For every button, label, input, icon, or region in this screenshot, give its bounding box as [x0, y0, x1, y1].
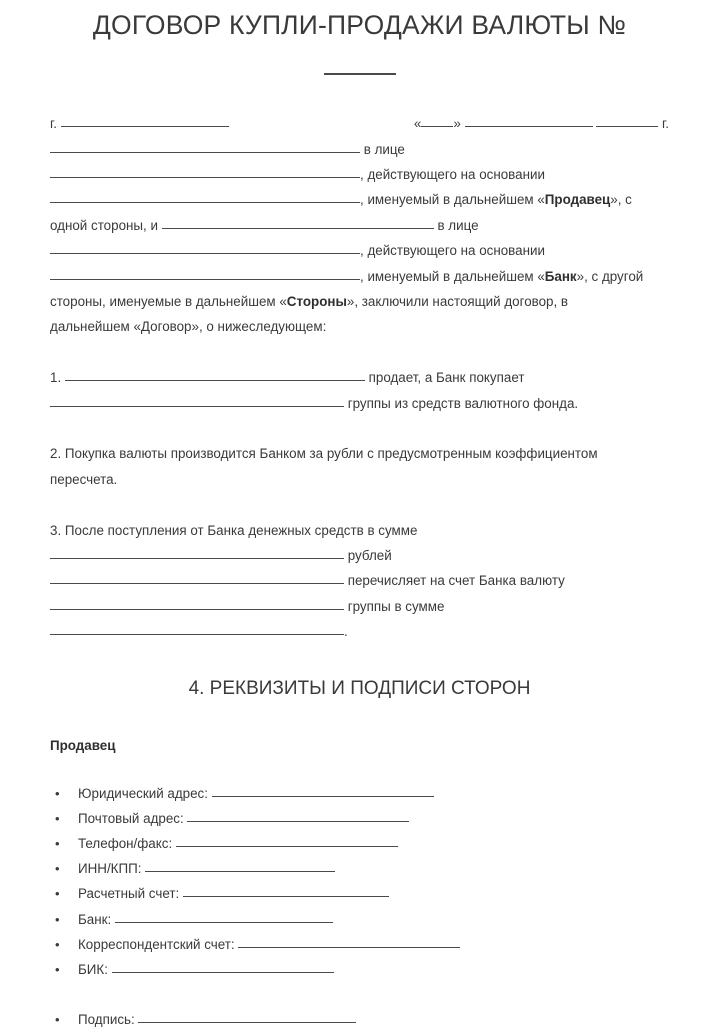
clause-1-line-1 — [50, 365, 669, 390]
requisites-section-heading: 4. РЕКВИЗИТЫ И ПОДПИСИ СТОРОН — [188, 678, 531, 700]
requisites-list — [0, 781, 719, 1033]
title-underline-blank — [0, 65, 719, 83]
bank-rep-line — [50, 238, 669, 263]
clause-2-number: 2. — [50, 446, 62, 462]
requisite-blank[interactable] — [112, 960, 334, 973]
bullet-icon: • — [55, 911, 60, 927]
bank-rep-blank[interactable] — [50, 241, 360, 254]
quote-open: « — [413, 116, 422, 132]
bullet-icon: • — [55, 836, 60, 852]
parties-prefix: стороны, именуемые в дальнейшем « — [50, 294, 287, 310]
clause-3-blank-2[interactable] — [50, 571, 344, 584]
seller-designation-prefix: , именуемый в дальнейшем « — [360, 192, 545, 208]
clause-3-line-2 — [50, 543, 669, 568]
clause-3-tail-1: рублей — [347, 547, 392, 563]
requisite-blank[interactable] — [145, 859, 335, 872]
bank-basis-blank[interactable] — [50, 267, 360, 280]
bullet-icon: • — [55, 1012, 60, 1028]
city-blank[interactable] — [61, 114, 229, 127]
bank-name-blank[interactable] — [162, 216, 434, 229]
gap-1 — [50, 340, 669, 365]
bullet-icon: • — [55, 810, 60, 826]
bullet-icon: • — [55, 785, 60, 801]
clause-3-line-1 — [50, 518, 669, 543]
requisite-label: Банк: — [78, 911, 112, 927]
clause-3-line-3 — [50, 568, 669, 593]
parties-word: Стороны — [286, 294, 347, 310]
clause-3-tail-2: перечисляет на счет Банка валюту — [347, 573, 565, 589]
bank-basis-line — [50, 264, 669, 289]
clause-3-text-1: После поступления от Банка денежных средств в сумме — [64, 522, 418, 538]
seller-basis-blank[interactable] — [50, 190, 360, 203]
list-item-signature — [55, 1007, 719, 1032]
list-item-phone-fax — [55, 831, 719, 856]
year-suffix: г. — [662, 116, 669, 132]
date-group — [414, 111, 669, 136]
clause-2-text-1: Покупка валюты производится Банком за рубли с предусмотренным коэффициентом — [64, 446, 598, 462]
gap-3 — [50, 492, 669, 517]
requisite-label: Расчетный счет: — [78, 886, 180, 902]
month-blank[interactable] — [465, 114, 593, 127]
clause-2-line-2: пересчета. — [50, 471, 118, 487]
bullet-icon: • — [55, 962, 60, 977]
clause-1-blank-2[interactable] — [50, 394, 344, 407]
requisite-label: Телефон/факс: — [78, 836, 173, 852]
bullet-icon: • — [55, 861, 60, 877]
requisite-blank[interactable] — [187, 809, 409, 822]
clause-2-line-1 — [50, 441, 669, 466]
seller-name-tail: в лице — [363, 141, 405, 157]
year-blank[interactable] — [596, 114, 658, 127]
bank-name-tail: в лице — [437, 217, 479, 233]
requisite-blank[interactable] — [183, 884, 389, 897]
requisite-blank[interactable] — [138, 1010, 356, 1023]
document-body — [0, 111, 719, 644]
agreement-designation-line: дальнейшем «Договор», о нижеследующем: — [50, 319, 327, 335]
seller-basis-line — [50, 187, 669, 212]
city-prefix: г. — [50, 116, 57, 132]
quote-close: » — [453, 116, 461, 132]
requisite-label: Корреспондентский счет: — [78, 936, 235, 952]
bullet-icon: • — [55, 886, 60, 902]
bank-designation-suffix: », с другой — [576, 268, 644, 284]
title-rule — [324, 73, 396, 75]
list-item-correspondent-account — [55, 932, 719, 957]
bullet-icon: • — [55, 936, 60, 952]
requisite-blank[interactable] — [176, 834, 398, 847]
list-item-bank — [55, 907, 719, 932]
requisite-blank[interactable] — [212, 784, 434, 797]
seller-name-blank[interactable] — [50, 140, 360, 153]
parties-designation-line — [50, 289, 669, 314]
seller-name-line — [50, 137, 669, 162]
day-blank[interactable] — [421, 114, 453, 127]
page-title: ДОГОВОР КУПЛИ-ПРОДАЖИ ВАЛЮТЫ № — [92, 10, 627, 40]
clause-1-number: 1. — [50, 370, 62, 386]
list-spacer — [78, 982, 719, 1007]
clause-3-number: 3. — [50, 522, 62, 538]
list-item-settlement-account — [55, 881, 719, 906]
requisite-label: Юридический адрес: — [78, 785, 208, 801]
clause-1-tail-2: группы из средств валютного фонда. — [347, 395, 579, 411]
bank-party-word: Банк — [544, 268, 577, 284]
parties-suffix: », заключили настоящий договор, в — [346, 294, 569, 310]
clause-3-blank-3[interactable] — [50, 597, 344, 610]
clause-3-blank-1[interactable] — [50, 546, 344, 559]
clause-1-tail-1: продает, а Банк покупает — [368, 370, 525, 386]
seller-party-word: Продавец — [544, 192, 611, 208]
seller-rep-blank[interactable] — [50, 165, 360, 178]
bank-rep-tail: , действующего на основании — [360, 243, 545, 259]
clause-3-blank-4[interactable] — [50, 622, 344, 635]
seller-rep-line — [50, 162, 669, 187]
seller-rep-tail: , действующего на основании — [360, 167, 545, 183]
clause-3-tail-3: группы в сумме — [347, 598, 445, 614]
gap-2 — [50, 416, 669, 441]
bank-designation-prefix: , именуемый в дальнейшем « — [360, 268, 545, 284]
requisite-label: ИНН/КПП: — [78, 861, 142, 877]
list-item-legal-address — [55, 781, 719, 806]
list-item-inn-kpp — [55, 856, 719, 881]
bank-name-line — [50, 213, 669, 238]
requisite-label: Подпись: — [78, 1012, 135, 1028]
clause-1-line-2 — [50, 391, 669, 416]
clause-3-tail-4: . — [344, 624, 348, 640]
list-item-postal-address — [55, 806, 719, 831]
requisite-blank[interactable] — [238, 935, 460, 948]
requisite-label: Почтовый адрес: — [78, 810, 184, 826]
seller-designation-suffix: », с — [610, 192, 632, 208]
one-side-lead: одной стороны, и — [50, 217, 158, 233]
requisites-party-label: Продавец — [50, 738, 116, 754]
requisite-blank[interactable] — [115, 910, 333, 923]
clause-3-line-5 — [50, 619, 669, 644]
requisite-label: БИК: — [78, 962, 108, 977]
clause-3-line-4 — [50, 594, 669, 619]
list-item-bik — [55, 957, 719, 982]
header-city-date-line — [50, 111, 669, 136]
clause-1-blank-1[interactable] — [65, 368, 365, 381]
